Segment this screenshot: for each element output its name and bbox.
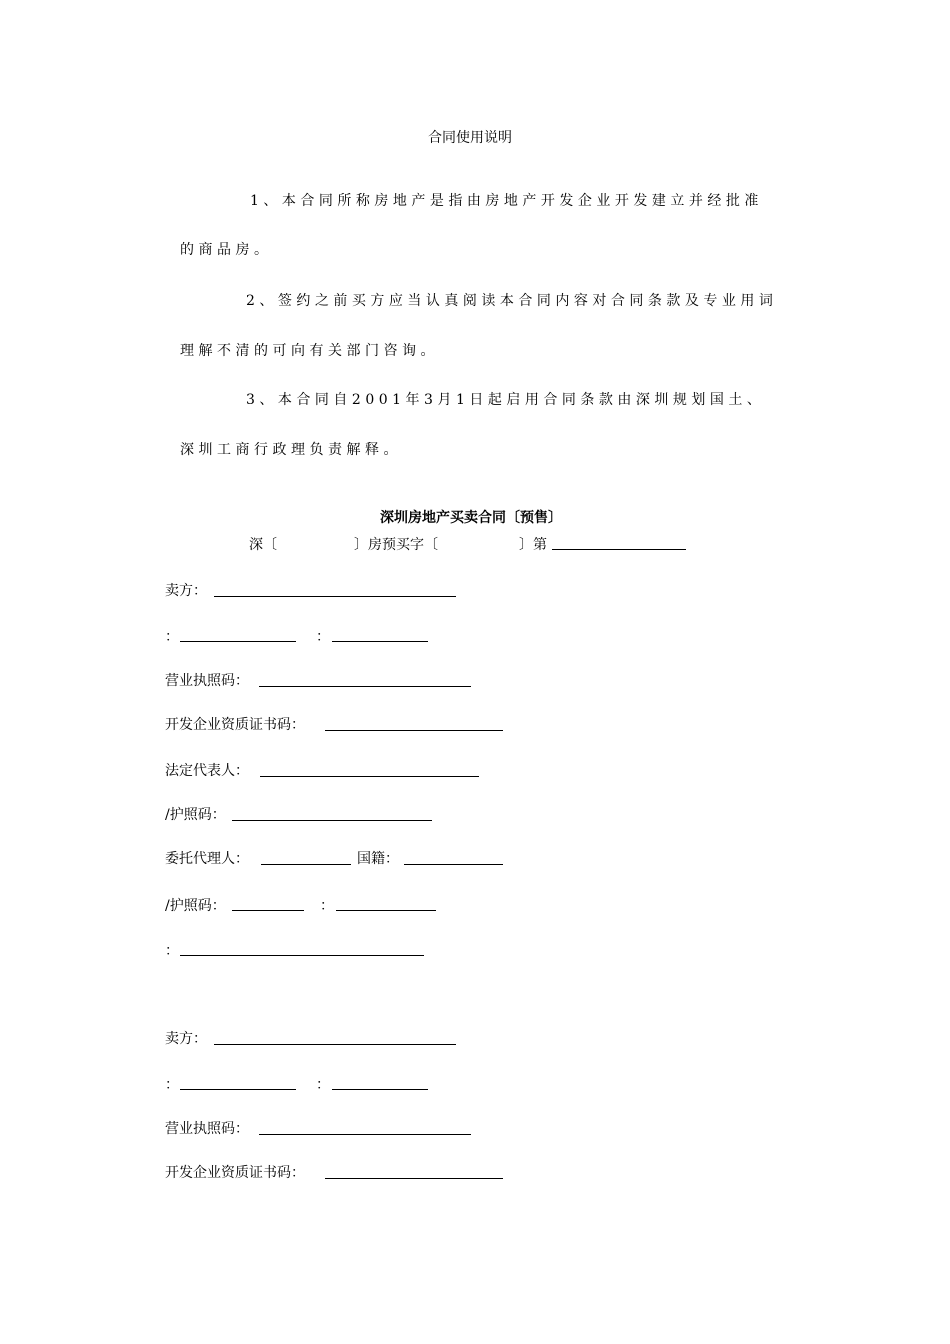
- field-b-blank-2[interactable]: [332, 1089, 428, 1090]
- license-blank[interactable]: [259, 686, 471, 687]
- field-colon-c: ：: [320, 898, 334, 914]
- nationality-blank[interactable]: [404, 864, 503, 865]
- note-item-1-line-1: 1、本合同所称房地产是指由房地产开发企业开发建立并经批准: [250, 193, 763, 209]
- passport-label-2: /护照码：: [165, 898, 226, 914]
- field-d-blank[interactable]: [180, 955, 424, 956]
- notes-title: 合同使用说明: [428, 130, 512, 146]
- license-label-2: 营业执照码：: [165, 1121, 249, 1137]
- legal-rep-blank[interactable]: [260, 776, 479, 777]
- agent-label: 委托代理人：: [165, 851, 249, 867]
- passport-blank-2[interactable]: [232, 910, 304, 911]
- field-colon-b-2: ：: [316, 1077, 330, 1093]
- note-item-3-line-2: 深圳工商行政理负责解释。: [180, 442, 402, 458]
- nationality-label: 国籍：: [357, 851, 399, 867]
- contract-title: 深圳房地产买卖合同〔预售〕: [380, 510, 562, 526]
- license-label: 营业执照码：: [165, 673, 249, 689]
- field-b-blank[interactable]: [332, 641, 428, 642]
- passport-label-1: /护照码：: [165, 807, 226, 823]
- field-a-blank[interactable]: [180, 641, 296, 642]
- note-item-2-line-1: 2、签约之前买方应当认真阅读本合同内容对合同条款及专业用词: [246, 293, 778, 309]
- agent-blank[interactable]: [261, 864, 351, 865]
- note-item-3-line-1: 3、本合同自2001年3月1日起启用合同条款由深圳规划国土、: [246, 392, 766, 408]
- seller-blank[interactable]: [214, 596, 456, 597]
- note-item-2-line-2: 理解不清的可向有关部门咨询。: [180, 343, 439, 359]
- seller-label: 卖方：: [165, 583, 207, 599]
- field-colon-a: ：: [165, 629, 179, 645]
- passport-blank-1[interactable]: [232, 820, 432, 821]
- field-a-blank-2[interactable]: [180, 1089, 296, 1090]
- qualification-blank-2[interactable]: [325, 1178, 503, 1179]
- seller-blank-2[interactable]: [214, 1044, 456, 1045]
- qualification-blank[interactable]: [325, 730, 503, 731]
- note-item-1-line-2: 的商品房。: [180, 242, 273, 258]
- field-c-blank[interactable]: [336, 910, 436, 911]
- qualification-label-2: 开发企业资质证书码：: [165, 1165, 305, 1181]
- field-colon-d: ：: [165, 943, 179, 959]
- field-colon-b: ：: [316, 629, 330, 645]
- contract-number-mid: 〕房预买字〔: [354, 537, 438, 553]
- qualification-label: 开发企业资质证书码：: [165, 717, 305, 733]
- seller-label-2: 卖方：: [165, 1031, 207, 1047]
- contract-number-blank[interactable]: [552, 549, 686, 550]
- contract-number-suffix: 〕第: [519, 537, 547, 553]
- field-colon-a-2: ：: [165, 1077, 179, 1093]
- contract-number-prefix: 深〔: [249, 537, 277, 553]
- legal-rep-label: 法定代表人：: [165, 763, 249, 779]
- license-blank-2[interactable]: [259, 1134, 471, 1135]
